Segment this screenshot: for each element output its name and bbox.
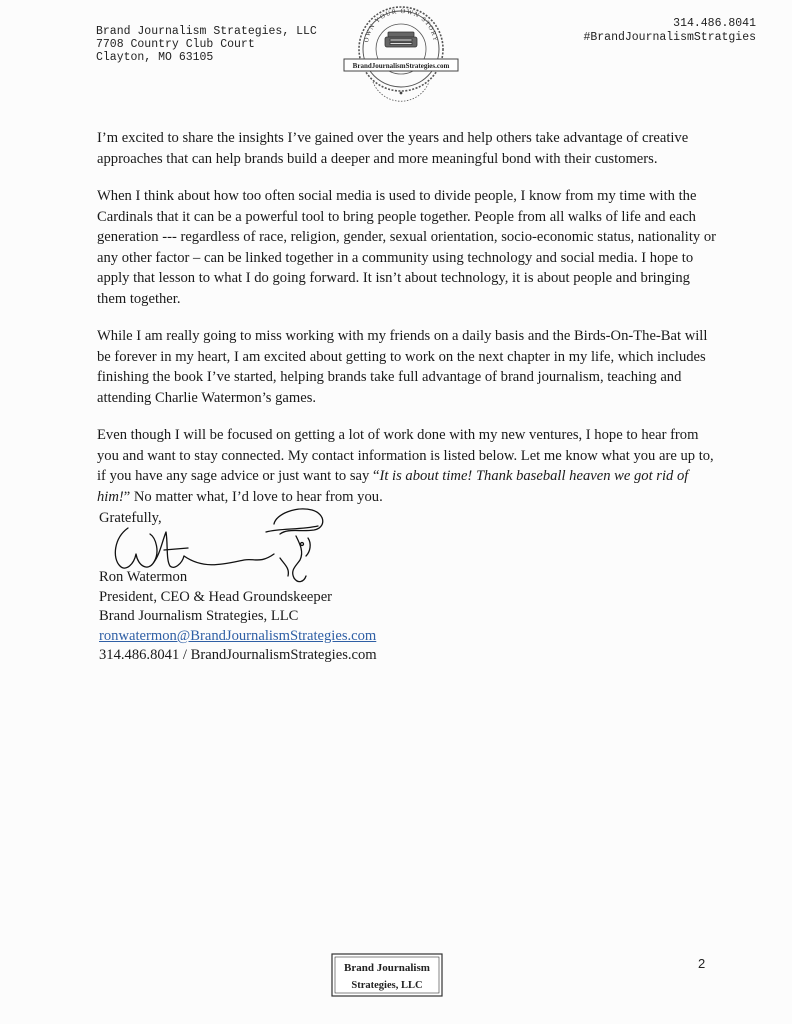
footer-logo-line2: Strategies, LLC — [351, 980, 423, 991]
paragraph-1: I’m excited to share the insights I’ve gained over the years and help others take advantage of creative approaches that can help brands build a deeper and more meaningful bond with their customers. — [97, 130, 689, 167]
signer-company: Brand Journalism Strategies, LLC — [99, 608, 299, 624]
letterhead-street: 7708 Country Club Court — [96, 38, 255, 51]
page-number: 2 — [698, 956, 706, 971]
paragraph-4-text-end: ” No matter what, I’d love to hear from you. — [123, 488, 383, 505]
paragraph-4-text-start: Even though I will be focused on getting a lot of work done with my new ventures, I hope to hear from you and want to stay connected. My contact information is listed below. Let me know what you are up to, if you have any sage advice or just want to say “ — [97, 427, 714, 484]
paragraph-3: While I am really going to miss working with my friends on a daily basis and the Birds-On-The-Bat will be forever in my heart, I am excited about getting to work on the next chapter in my life, which includes finishing the book I’ve started, helping brands take full advantage of brand journalism, teaching and attending Charlie Watermon’s games. — [97, 328, 708, 406]
signer-title: President, CEO & Head Groundskeeper — [99, 588, 333, 605]
closing-salutation: Gratefully, — [99, 510, 162, 526]
typewriter-icon — [385, 32, 417, 47]
letterhead-address — [96, 25, 317, 64]
signer-email-link[interactable]: ronwatermon@BrandJournalismStrategies.com — [99, 627, 377, 644]
letter-body — [97, 128, 717, 524]
seal-banner-text: BrandJournalismStrategies.com — [352, 62, 450, 70]
footer-logo-line1: Brand Journalism — [344, 962, 430, 974]
letterhead-phone: 314.486.8041 — [673, 17, 756, 30]
letterhead-hashtag: #BrandJournalismStratgies — [583, 31, 756, 44]
svg-text:OWN YOUR OWN STORY: OWN YOUR OWN STORY — [363, 7, 439, 43]
signature-block — [99, 568, 377, 666]
letterhead-company: Brand Journalism Strategies, LLC — [96, 25, 317, 38]
paragraph-4-quote: It is about time! Thank baseball heaven we got rid of him! — [97, 468, 689, 505]
paragraph-2: When I think about how too often social media is used to divide people, I know from my time with the Cardinals that it can be a powerful tool to bring people together. People from all walks of life and each generation --- regardless of race, religion, gender, sexual orientation, socio-economic status, nationality or any other factor – can be linked together in a community using technology and social media. I hope to apply that lesson to what I do going forward. It isn’t about technology, it is about people and bringing them together. — [97, 188, 717, 307]
signer-name: Ron Watermon — [99, 569, 188, 585]
footer-logo — [331, 953, 443, 997]
company-seal-logo — [338, 4, 464, 104]
signer-contact: 314.486.8041 / BrandJournalismStrategies.com — [99, 647, 377, 663]
letterhead-city: Clayton, MO 63105 — [96, 51, 214, 64]
letterhead-contact — [583, 17, 756, 45]
